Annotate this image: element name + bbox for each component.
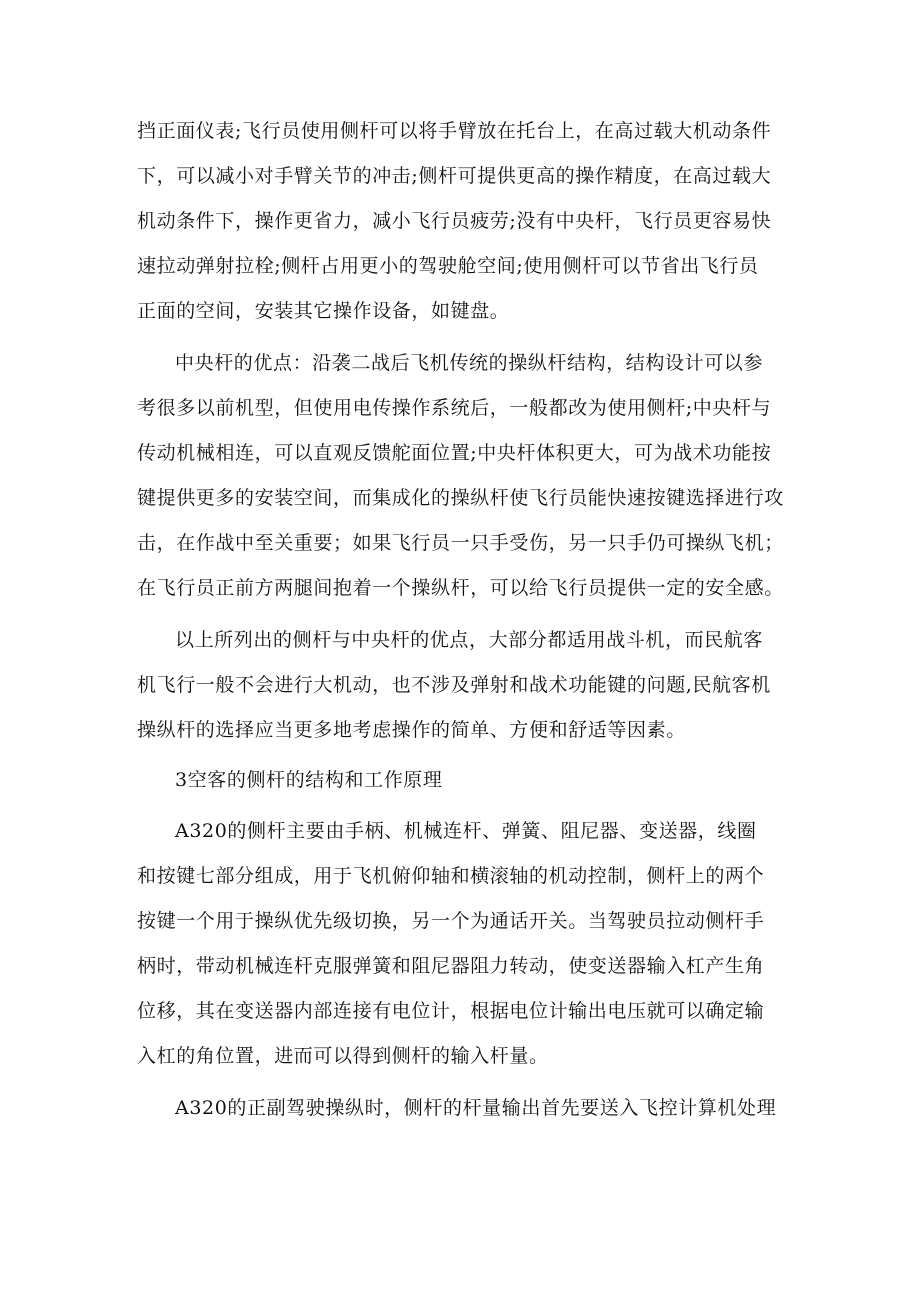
text-line: 入杠的角位置，进而可以得到侧杆的输入杆量。 [137, 1045, 549, 1067]
text-line: 操纵杆的选择应当更多地考虑操作的简单、方便和舒适等因素。 [137, 719, 686, 741]
text-line: 正面的空间，安装其它操作设备，如键盘。 [137, 300, 510, 322]
text-line: 传动机械相连，可以直观反馈舵面位置;中央杆体积更大，可为战术功能按 [137, 442, 772, 464]
text-line: 下，可以减小对手臂关节的冲击;侧杆可提供更高的操作精度，在高过载大 [137, 165, 772, 187]
text-line: 考很多以前机型，但使用电传操作系统后，一般都改为使用侧杆;中央杆与 [137, 397, 772, 419]
text-line: 机动条件下，操作更省力，减小飞行员疲劳;没有中央杆，飞行员更容易快 [137, 210, 772, 232]
text-line: 中央杆的优点：沿袭二战后飞机传统的操纵杆结构，结构设计可以参 [175, 352, 764, 374]
text-line: 以上所列出的侧杆与中央杆的优点，大部分都适用战斗机，而民航客 [175, 629, 764, 651]
text-line: 柄时，带动机械连杆克服弹簧和阻尼器阻力转动，使变送器输入杠产生角 [137, 955, 765, 977]
text-line: 和按键七部分组成，用于飞机俯仰轴和横滚轴的机动控制，侧杆上的两个 [137, 865, 765, 887]
text-line: 键提供更多的安装空间，而集成化的操纵杆使飞行员能快速按键选择进行攻 [137, 487, 784, 509]
text-line: 挡正面仪表;飞行员使用侧杆可以将手臂放在托台上，在高过载大机动条件 [137, 120, 772, 142]
text-line: 在飞行员正前方两腿间抱着一个操纵杆，可以给飞行员提供一定的安全感。 [137, 577, 784, 599]
section-heading: 3空客的侧杆的结构和工作原理 [175, 769, 443, 791]
text-line: 机飞行一般不会进行大机动，也不涉及弹射和战术功能键的问题,民航客机 [137, 674, 771, 696]
text-line: 速拉动弹射拉栓;侧杆占用更小的驾驶舱空间;使用侧杆可以节省出飞行员 [137, 255, 759, 277]
text-line: 按键一个用于操纵优先级切换，另一个为通话开关。当驾驶员拉动侧杆手 [137, 910, 765, 932]
text-line: 击，在作战中至关重要；如果飞行员一只手受伤，另一只手仍可操纵飞机； [137, 532, 784, 554]
text-line: A320的侧杆主要由手柄、机械连杆、弹簧、阻尼器、变送器，线圈 [175, 820, 757, 842]
text-line: A320的正副驾驶操纵时，侧杆的杆量输出首先要送入飞控计算机处理 [175, 1097, 777, 1119]
text-line: 位移，其在变送器内部连接有电位计，根据电位计输出电压就可以确定输 [137, 1000, 765, 1022]
